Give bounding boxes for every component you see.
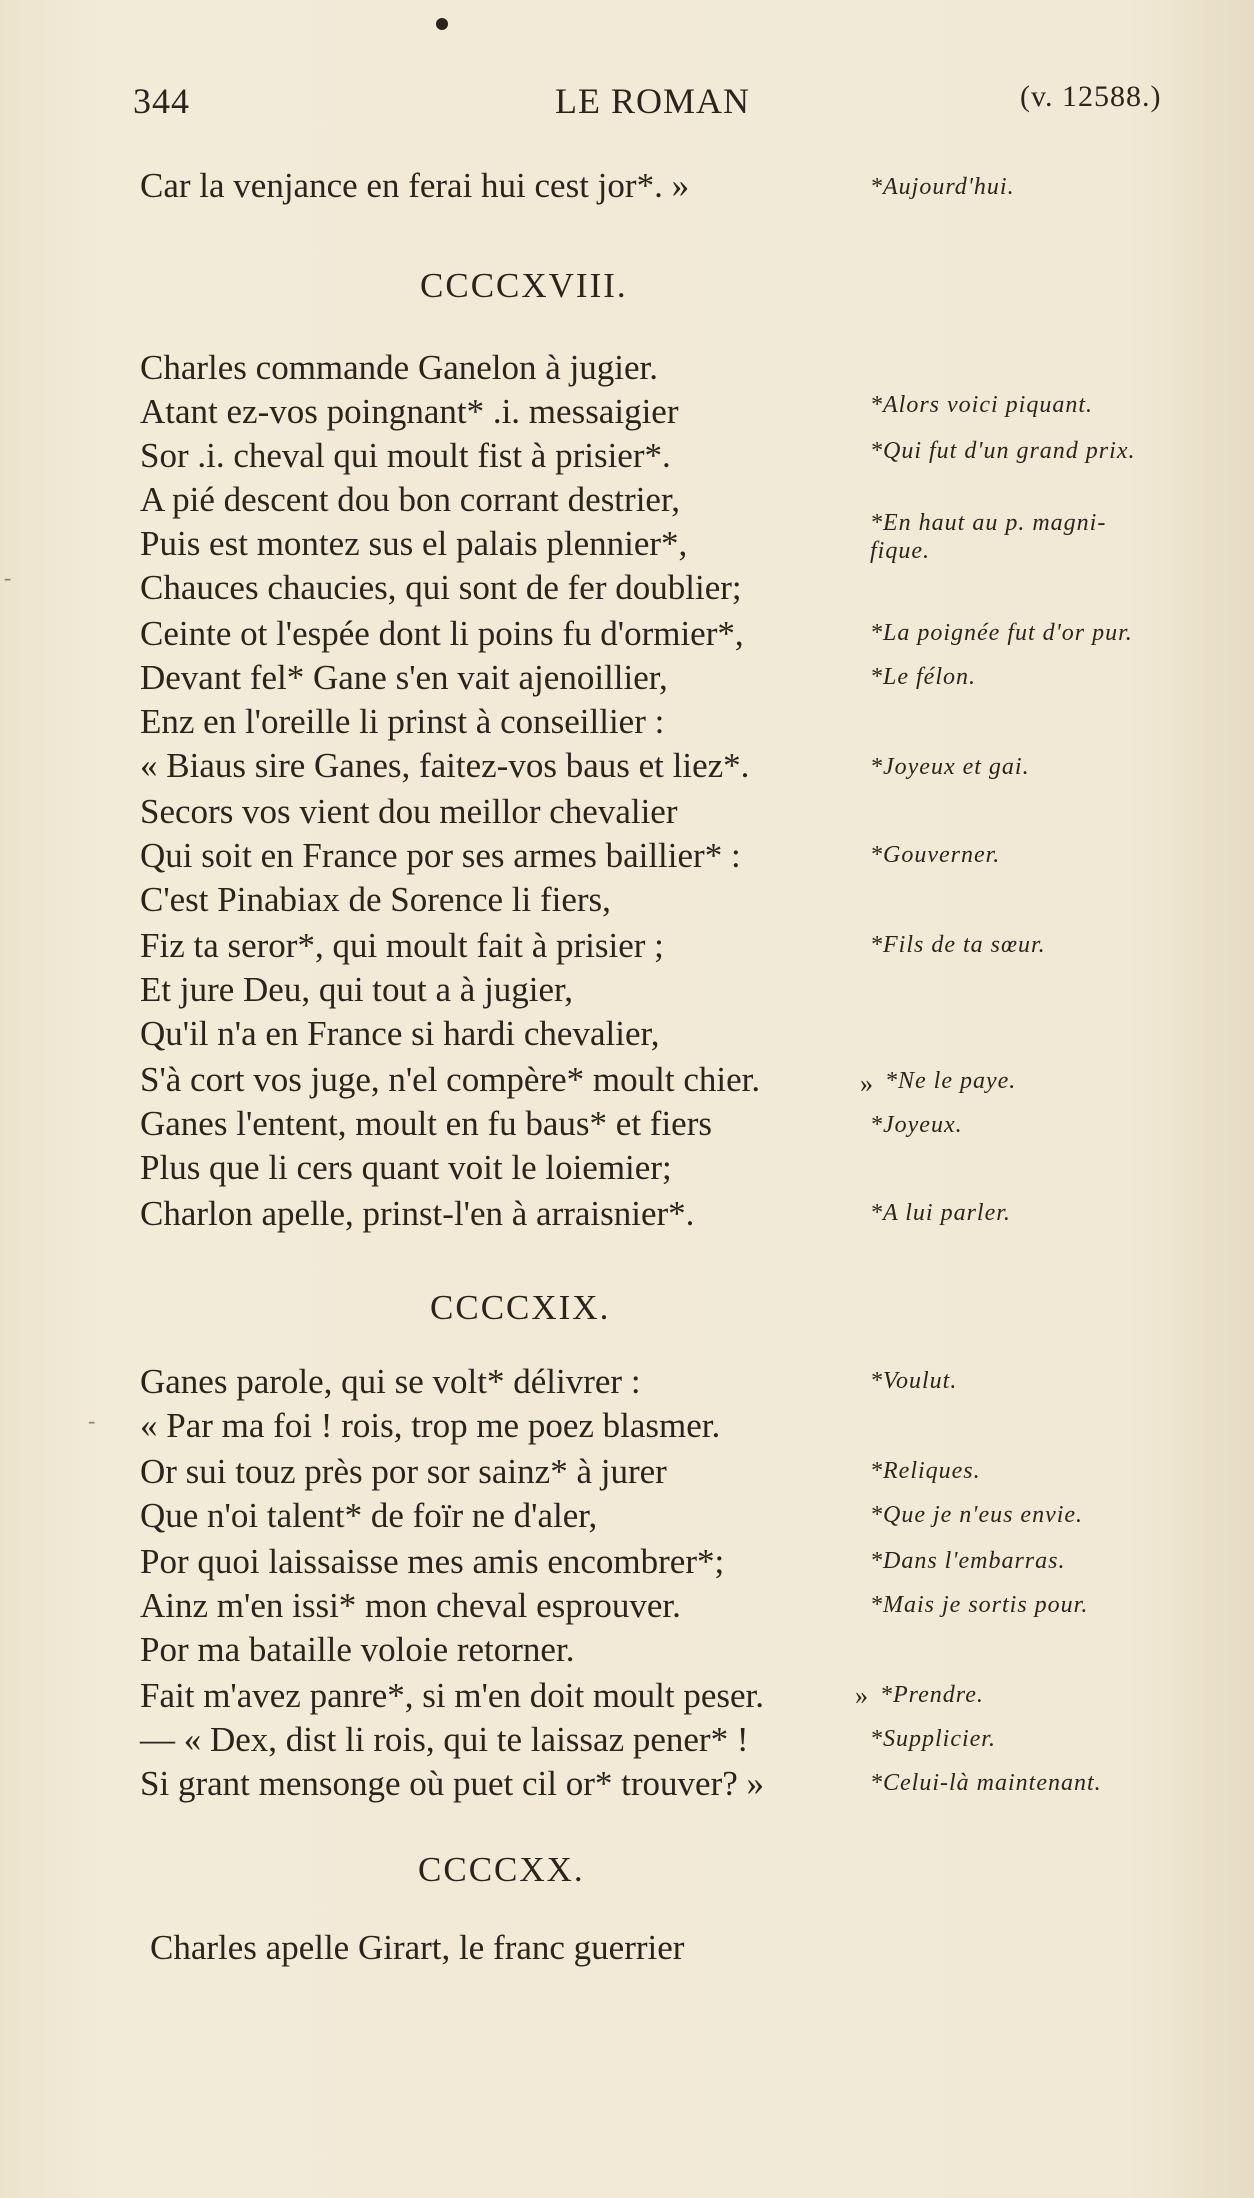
verse-line: Devant fel* Gane s'en vait ajenoillier, (140, 658, 668, 697)
verse-line: S'à cort vos juge, n'el compère* moult chier. (140, 1060, 761, 1099)
verse-line: Or sui touz près por sor sainz* à jurer (140, 1452, 667, 1491)
gloss-note: *Supplicier. (870, 1726, 996, 1752)
gloss-note: *Prendre. (880, 1682, 984, 1708)
verse-line: Charles commande Ganelon à jugier. (140, 348, 659, 387)
verse-line: « Biaus sire Ganes, faitez-vos baus et liez*. (140, 746, 750, 785)
verse-line: Qui soit en France por ses armes baillier* : (140, 836, 741, 875)
section-heading: CCCCXX. (418, 1850, 585, 1889)
section-heading: CCCCXVIII. (420, 266, 628, 305)
gloss-note: *Celui-là maintenant. (870, 1770, 1102, 1796)
verse-line: Si grant mensonge où puet cil or* trouver? » (140, 1764, 765, 1803)
verse-line: Et jure Deu, qui tout a à jugier, (140, 970, 574, 1009)
margin-mark: - (88, 1408, 96, 1433)
verse-line: Qu'il n'a en France si hardi chevalier, (140, 1014, 660, 1053)
gloss-note: *Voulut. (870, 1368, 958, 1394)
gloss-note: *Que je n'eus envie. (870, 1502, 1084, 1528)
gloss-note: *Dans l'embarras. (870, 1548, 1066, 1574)
verse-line: — « Dex, dist li rois, qui te laissaz pener* ! (140, 1720, 749, 1759)
verse-line: Ganes l'entent, moult en fu baus* et fiers (140, 1104, 712, 1143)
verse-line: Charles apelle Girart, le franc guerrier (150, 1928, 685, 1967)
verse-line: Fait m'avez panre*, si m'en doit moult peser. (140, 1676, 765, 1715)
gloss-note: *La poignée fut d'or pur. (870, 620, 1133, 646)
verse-line: Fiz ta seror*, qui moult fait à prisier ; (140, 926, 664, 965)
gloss-note: *A lui parler. (870, 1200, 1011, 1226)
verse-line: Ganes parole, qui se volt* délivrer : (140, 1362, 641, 1401)
closing-quote-mark: » (855, 1681, 868, 1710)
verse-line: Ainz m'en issi* mon cheval esprouver. (140, 1586, 681, 1625)
gloss-note: fique. (870, 538, 930, 564)
verse-line: Enz en l'oreille li prinst à conseillier : (140, 702, 665, 741)
running-header (0, 80, 1254, 130)
gloss-note: *Reliques. (870, 1458, 981, 1484)
ink-dot (436, 18, 448, 30)
verse-line: Ceinte ot l'espée dont li poins fu d'ormier*, (140, 614, 744, 653)
verse-reference: (v. 12588.) (1020, 80, 1162, 113)
gloss-note: *Mais je sortis pour. (870, 1592, 1089, 1618)
gloss-note: *Le félon. (870, 664, 976, 690)
gloss-note: *Qui fut d'un grand prix. (870, 438, 1136, 464)
gloss-note: *Aujourd'hui. (870, 174, 1015, 200)
verse-line: Car la venjance en ferai hui cest jor*. » (140, 166, 690, 205)
verse-line: « Par ma foi ! rois, trop me poez blasmer. (140, 1406, 721, 1445)
verse-line: Plus que li cers quant voit le loiemier; (140, 1148, 672, 1187)
verse-line: Por ma bataille voloie retorner. (140, 1630, 575, 1669)
gloss-note: *Joyeux. (870, 1112, 963, 1138)
verse-line: Por quoi laissaisse mes amis encombrer*; (140, 1542, 725, 1581)
gloss-note: *Ne le paye. (885, 1068, 1017, 1094)
verse-line: Puis est montez sus el palais plennier*, (140, 524, 688, 563)
page-number: 344 (133, 81, 190, 121)
gloss-note: *Fils de ta sœur. (870, 932, 1046, 958)
closing-quote-mark: » (860, 1069, 873, 1098)
gloss-note: *En haut au p. magni- (870, 510, 1107, 536)
margin-mark: - (4, 565, 12, 590)
verse-line: Chauces chaucies, qui sont de fer doublier; (140, 568, 742, 607)
verse-line: Que n'oi talent* de foïr ne d'aler, (140, 1496, 598, 1535)
gloss-note: *Joyeux et gai. (870, 754, 1030, 780)
verse-line: Sor .i. cheval qui moult fist à prisier*. (140, 436, 671, 475)
verse-line: A pié descent dou bon corrant destrier, (140, 480, 680, 519)
gloss-note: *Alors voici piquant. (870, 392, 1093, 418)
verse-line: Charlon apelle, prinst-l'en à arraisnier*. (140, 1194, 695, 1233)
section-heading: CCCCXIX. (430, 1288, 611, 1327)
running-title: LE ROMAN (555, 81, 750, 121)
gloss-note: *Gouverner. (870, 842, 1001, 868)
verse-line: Secors vos vient dou meillor chevalier (140, 792, 678, 831)
verse-line: C'est Pinabiax de Sorence li fiers, (140, 880, 611, 919)
verse-line: Atant ez-vos poingnant* .i. messaigier (140, 392, 679, 431)
